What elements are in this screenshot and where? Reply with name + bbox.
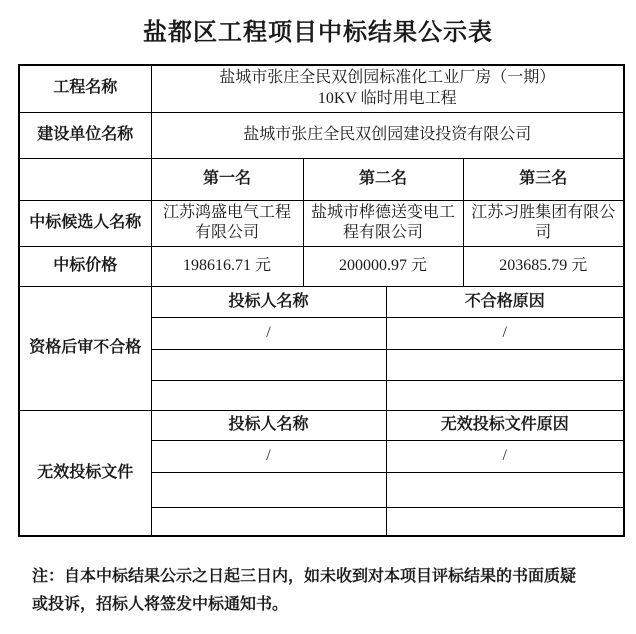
footnote-line2: 或投诉，招标人将签发中标通知书。	[32, 595, 289, 613]
page-title: 盐都区工程项目中标结果公示表	[143, 19, 493, 46]
postqual-reason-2	[386, 350, 624, 381]
row-postqual-header	[19, 287, 624, 318]
rank-header-second: 第二名	[303, 158, 463, 200]
row-project-name	[19, 65, 624, 112]
row-candidates	[19, 200, 624, 247]
invalid-reason-3	[386, 508, 624, 536]
project-name-line2: 10KV 临时用电工程	[317, 89, 457, 107]
price-3: 203685.79 元	[463, 247, 624, 287]
postqual-reason-3	[386, 381, 624, 411]
invalid-bidder-header: 投标人名称	[151, 411, 386, 441]
invalid-label: 无效投标文件	[19, 411, 151, 536]
price-1: 198616.71 元	[151, 247, 303, 287]
invalid-bidder-3	[151, 508, 386, 536]
postqual-bidder-3	[151, 381, 386, 411]
candidate-2: 盐城市桦德送变电工程有限公司	[303, 200, 463, 247]
invalid-reason-header: 无效投标文件原因	[386, 411, 624, 441]
rank-header-first: 第一名	[151, 158, 303, 200]
candidate-3: 江苏习胜集团有限公司	[463, 200, 624, 247]
row-owner	[19, 112, 624, 158]
price-label: 中标价格	[19, 247, 151, 287]
owner-value: 盐城市张庄全民双创园建设投资有限公司	[151, 112, 624, 158]
postqual-bidder-1: /	[151, 318, 386, 350]
invalid-reason-1: /	[386, 441, 624, 473]
postqual-label: 资格后审不合格	[19, 287, 151, 411]
row-prices	[19, 247, 624, 287]
postqual-bidder-header: 投标人名称	[151, 287, 386, 318]
invalid-reason-2	[386, 473, 624, 508]
postqual-reason-1: /	[386, 318, 624, 350]
candidate-1: 江苏鸿盛电气工程有限公司	[151, 200, 303, 247]
project-name-line1: 盐城市张庄全民双创园标准化工业厂房（一期）	[219, 69, 556, 86]
row-invalid-header	[19, 411, 624, 441]
footnote	[32, 563, 606, 619]
postqual-reason-header: 不合格原因	[386, 287, 624, 318]
row-rank-headers	[19, 158, 624, 200]
postqual-bidder-2	[151, 350, 386, 381]
project-name-label: 工程名称	[19, 65, 151, 112]
invalid-bidder-2	[151, 473, 386, 508]
project-name-value	[151, 65, 624, 112]
invalid-bidder-1: /	[151, 441, 386, 473]
candidates-label: 中标候选人名称	[19, 200, 151, 247]
owner-label: 建设单位名称	[19, 112, 151, 158]
bid-result-table	[18, 64, 625, 537]
footnote-line1: 注：自本中标结果公示之日起三日内，如未收到对本项目评标结果的书面质疑	[32, 567, 577, 585]
rank-header-third: 第三名	[463, 158, 624, 200]
price-2: 200000.97 元	[303, 247, 463, 287]
rank-empty-cell	[19, 158, 151, 200]
